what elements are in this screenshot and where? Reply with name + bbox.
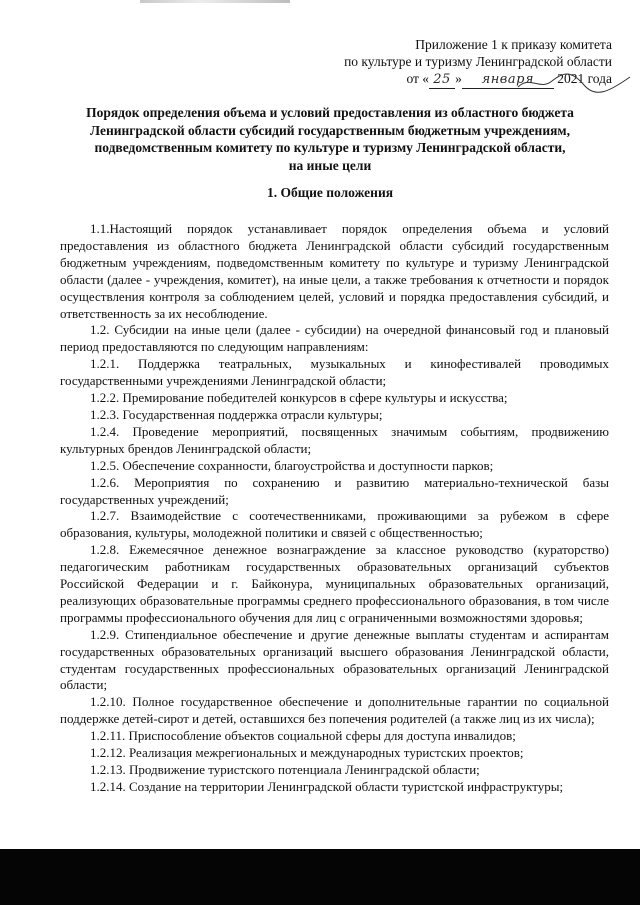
paragraph-1-2-5: 1.2.5. Обеспечение сохранности, благоустройства и доступности парков; — [90, 457, 494, 473]
document-header — [320, 36, 612, 89]
paragraph-1-2-6: 1.2.6. Мероприятия по сохранению и развитию материально-технической базы государственных учреждений; — [60, 474, 609, 507]
paragraph-1-1: 1.1.Настоящий порядок устанавливает порядок определения объема и условий предоставления из областного бюджета Ленинградской области субсидий государственным бюджетным учреждениям, подведомственным комитету по культуре и туризму Ленинградской области (далее - учреждения, комитет), на иные цели, а также требования к отчетности и порядок осуществления контроля за соблюдением целей, условий и порядка предоставления субсидий, и ответственность за их несоблюдение. — [60, 221, 609, 321]
paragraph-1-2-1: 1.2.1. Поддержка театральных, музыкальных и кинофестивалей проводимых государственными учреждениями Ленинградской области; — [60, 356, 609, 389]
date-mid: » — [455, 71, 462, 86]
paragraph-1-2-2: 1.2.2. Премирование победителей конкурсов в сфере культуры и искусства; — [90, 390, 508, 406]
paragraph-1-2: 1.2. Субсидии на иные цели (далее - субсидии) на очередной финансовый год и плановый период предоставляются по следующим направлениям: — [60, 322, 609, 355]
title-line: Порядок определения объема и условий предоставления из областного бюджета — [86, 105, 574, 120]
date-day-handwritten: 25 — [429, 71, 455, 89]
header-line-appendix: Приложение 1 к приказу комитета — [415, 37, 612, 52]
date-prefix: от « — [406, 71, 430, 86]
paragraph-1-2-3: 1.2.3. Государственная поддержка отрасли культуры; — [90, 406, 383, 422]
paragraph-1-2-4: 1.2.4. Проведение мероприятий, посвященных значимым событиям, продвижению культурных брендов Ленинградской области; — [60, 423, 609, 456]
scan-artifact-bottom — [0, 849, 640, 905]
paragraph-1-2-10: 1.2.10. Полное государственное обеспечение и дополнительные гарантии по социальной поддержке детей-сирот и детей, оставшихся без попечения родителей (а также лиц из их числа); — [60, 694, 609, 727]
paragraph-1-2-11: 1.2.11. Приспособление объектов социальной сферы для доступа инвалидов; — [90, 728, 516, 744]
scan-artifact-top — [140, 0, 290, 3]
paragraph-1-2-7: 1.2.7. Взаимодействие с соотечественниками, проживающими за рубежом в сфере образования, культуры, молодежной политики и связей с общественностью; — [60, 508, 609, 541]
paragraph-1-2-12: 1.2.12. Реализация межрегиональных и международных туристских проектов; — [90, 745, 524, 761]
paragraph-1-2-8: 1.2.8. Ежемесячное денежное вознаграждение за классное руководство (кураторство) педагогическим работникам государственных образовательных организаций субъектов Российской Федерации и г. Байконура, муниципальных образовательных организаций, реализующих образовательные программы среднего профессионального образования, в том числе программы профессионального обучения для лиц с ограниченными возможностями здоровья; — [60, 542, 609, 625]
header-line-committee: по культуре и туризму Ленинградской области — [344, 54, 612, 69]
title-line: Ленинградской области субсидий государственным бюджетным учреждениям, — [89, 122, 570, 138]
title-line: подведомственным комитету по культуре и туризму Ленинградской области, — [94, 140, 566, 155]
section-heading: 1. Общие положения — [266, 185, 394, 200]
document-title — [40, 104, 620, 174]
document-body — [60, 221, 609, 796]
paragraph-1-2-9: 1.2.9. Стипендиальное обеспечение и другие денежные выплаты студентам и аспирантам государственных образовательных организаций высшего образования Ленинградской области, студентам государственных профессиональных образовательных организаций Ленинградской области; — [60, 626, 609, 693]
paragraph-1-2-14: 1.2.14. Создание на территории Ленинградской области туристской инфраструктуры; — [90, 778, 564, 794]
header-line-date — [320, 70, 612, 89]
date-year: 2021 года — [557, 71, 612, 86]
date-month-handwritten: января — [462, 71, 554, 89]
title-line: на иные цели — [288, 157, 372, 173]
paragraph-1-2-13: 1.2.13. Продвижение туристского потенциала Ленинградской области; — [90, 762, 480, 777]
